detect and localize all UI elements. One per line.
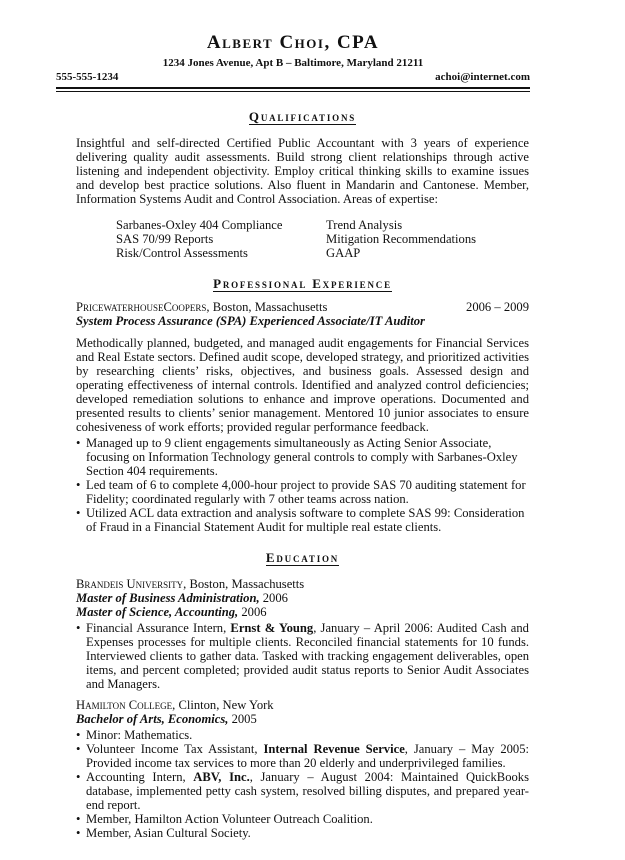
- job-title: System Process Assurance (SPA) Experienced Associate/IT Auditor: [76, 314, 425, 328]
- company-location: , Boston, Massachusetts: [206, 300, 328, 314]
- degree: Master of Business Administration, 2006: [76, 591, 288, 605]
- school: [76, 577, 529, 691]
- school-name: Hamilton College: [76, 698, 173, 712]
- section-heading: Professional Experience: [213, 276, 392, 291]
- list-item: • Member, Hamilton Action Volunteer Outreach Coalition.: [86, 812, 529, 826]
- skill: SAS 70/99 Reports: [116, 232, 214, 246]
- header-divider: [56, 87, 530, 92]
- job-header: [76, 300, 529, 314]
- list-item: • Financial Assurance Intern, Ernst & Young, January – April 2006: Audited Cash and Expenses processes for multiple clients. Reconciled financial statements for 10 funds. Interviewed clients to gather data. Tasked with tracking engagement deliverables, open items, and percent completed; provided audit status reports to Senior Audit Associates and Managers.: [86, 621, 529, 691]
- skill: Trend Analysis: [326, 218, 403, 232]
- job-dates: 2006 – 2009: [466, 300, 529, 314]
- phone: 555-555-1234: [56, 71, 119, 83]
- school-bullets: [76, 728, 529, 840]
- skill: GAAP: [326, 246, 361, 260]
- experience-section: [76, 276, 529, 534]
- list-item: • Utilized ACL data extraction and analysis software to complete SAS 99: Consideration of Fraud in a Financial Statement Audit for multiple real estate clients.: [86, 506, 529, 534]
- qualifications-summary: Insightful and self-directed Certified Public Accountant with 3 years of experience delivering quality audit assessments. Build strong client relationships through active listening and independent objectivity. Employ critical thinking skills to examine issues and develop best practice solutions. Also fluent in Mandarin and Cantonese. Member, Information Systems Audit and Control Association. Areas of expertise:: [76, 136, 529, 206]
- skills-list: [76, 218, 529, 260]
- list-item: • Volunteer Income Tax Assistant, Internal Revenue Service, January – May 2005: Provided income tax services to more than 20 elderly and underprivileged families.: [86, 742, 529, 770]
- candidate-name: Albert Choi, CPA: [206, 32, 380, 53]
- list-item: • Member, Asian Cultural Society.: [86, 826, 529, 840]
- job-summary: Methodically planned, budgeted, and managed audit engagements for Financial Services and Real Estate sectors. Defined audit scope, developed strategy, and prioritized activities by researching clients’ risks, objectives, and business goals. Assessed design and operating effectiveness of internal controls. Identified and analyzed control deficiencies; developed remediation solutions to enhance and improve operations. Documented and presented results to clients’ senior management. Mentored 10 junior associates to ensure cohesiveness of work efforts; provided regular performance feedback.: [76, 336, 529, 434]
- email: achoi@internet.com: [435, 71, 530, 83]
- list-item: • Minor: Mathematics.: [86, 728, 529, 742]
- degree: Master of Science, Accounting, 2006: [76, 605, 267, 619]
- list-item: • Managed up to 9 client engagements simultaneously as Acting Senior Associate, focusing on Information Technology general controls to comply with Sarbanes-Oxley Section 404 requirements.: [86, 436, 529, 478]
- skill: Sarbanes-Oxley 404 Compliance: [116, 218, 283, 232]
- qualifications-section: [76, 109, 529, 260]
- section-heading: Education: [265, 550, 340, 565]
- school: [76, 698, 529, 840]
- job-bullets: [76, 436, 529, 534]
- list-item: • Led team of 6 to complete 4,000-hour project to provide SAS 70 auditing statement for Fidelity; coordinated regularly with 7 other teams across nation.: [86, 478, 529, 506]
- company: PricewaterhouseCoopers: [76, 300, 207, 314]
- section-heading: Qualifications: [248, 109, 357, 124]
- list-item: • Accounting Intern, ABV, Inc., January – August 2004: Maintained QuickBooks database, implemented petty cash system, resolved billing disputes, and prepared year-end report.: [86, 770, 529, 812]
- resume-header: [56, 32, 530, 92]
- address: 1234 Jones Avenue, Apt B – Baltimore, Maryland 21211: [162, 57, 424, 69]
- skill: Mitigation Recommendations: [326, 232, 477, 246]
- degree: Bachelor of Arts, Economics, 2005: [76, 712, 257, 726]
- school-name: Brandeis University: [76, 577, 184, 591]
- school-bullets: [76, 621, 529, 691]
- skill: Risk/Control Assessments: [116, 246, 248, 260]
- school-location: , Clinton, New York: [172, 698, 274, 712]
- education-section: [76, 550, 529, 840]
- school-location: , Boston, Massachusetts: [183, 577, 305, 591]
- contact-line: [56, 70, 530, 84]
